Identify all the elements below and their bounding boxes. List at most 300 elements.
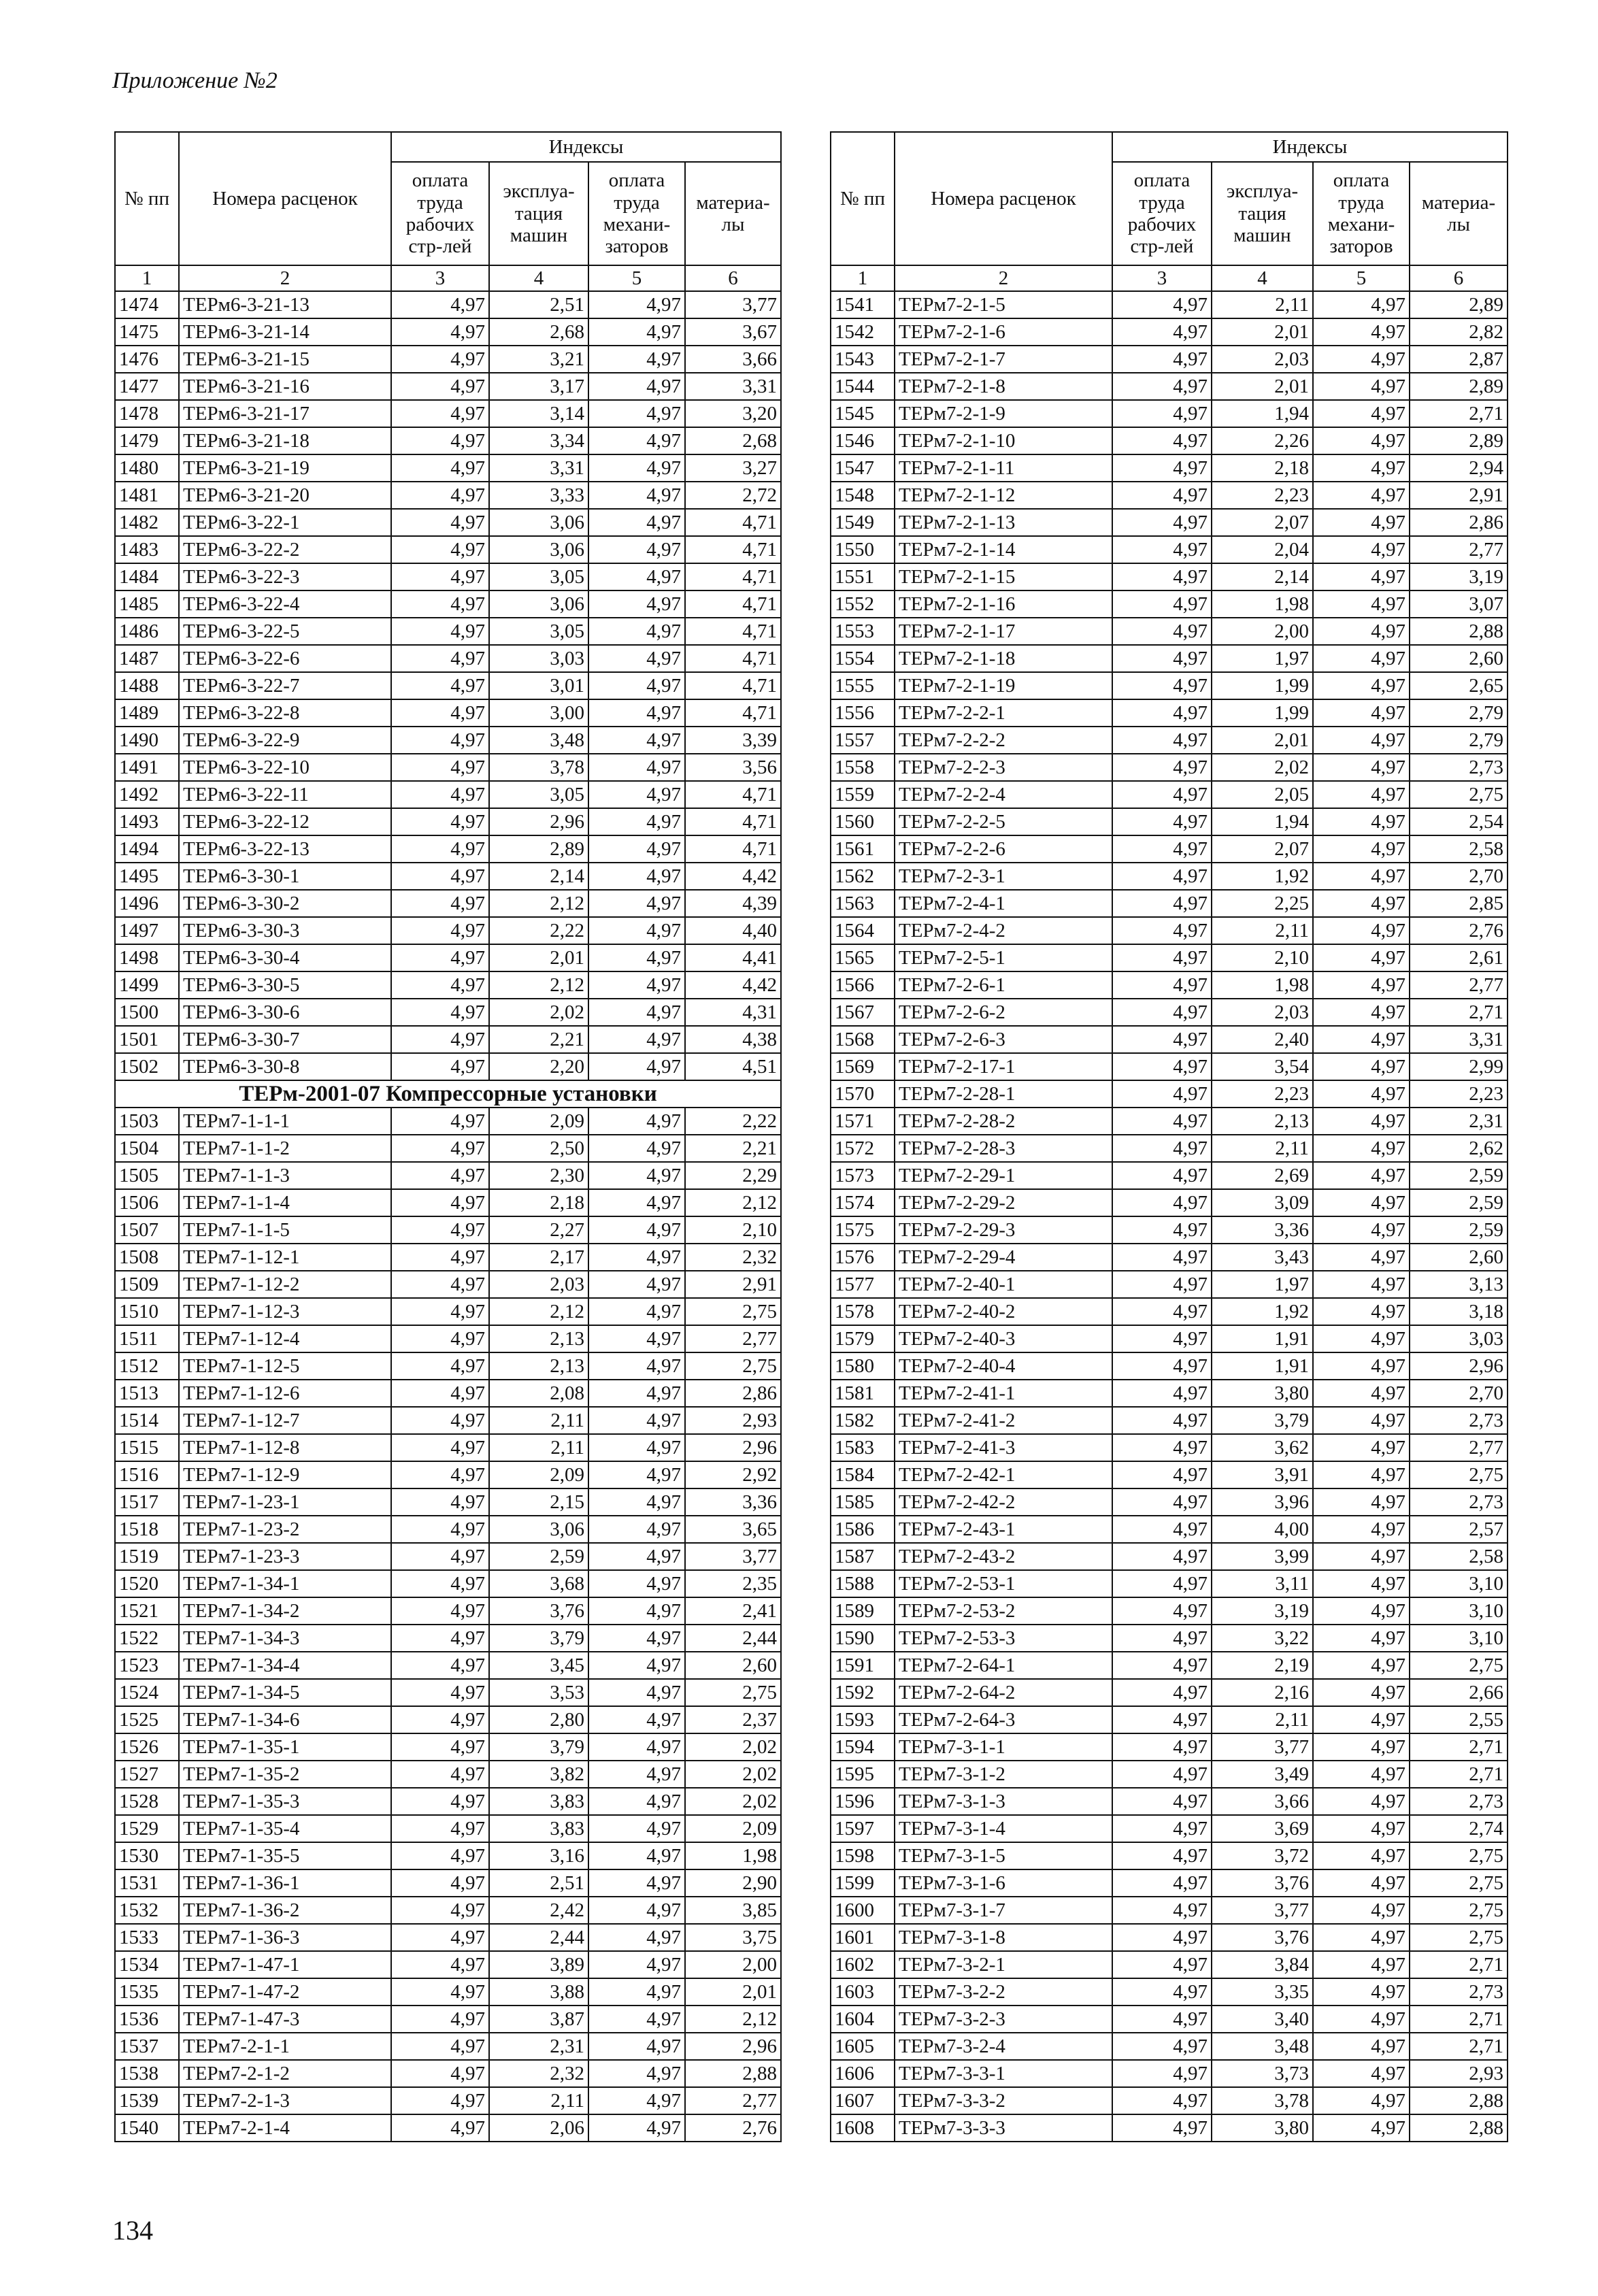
labor-pay-index: 4,97 — [391, 1488, 489, 1516]
row-number: 1556 — [831, 699, 895, 727]
rate-code: ТЕРм7-3-3-2 — [895, 2087, 1112, 2114]
labor-pay-index: 4,97 — [1112, 1516, 1212, 1543]
machine-operation-index: 3,77 — [1212, 1897, 1313, 1924]
row-number: 1544 — [831, 373, 895, 400]
operator-pay-index: 4,97 — [1313, 727, 1410, 754]
materials-index: 2,88 — [1410, 2114, 1508, 2142]
table-row — [831, 1108, 1508, 1135]
labor-pay-index: 4,97 — [391, 590, 489, 618]
labor-pay-index: 4,97 — [1112, 944, 1212, 971]
table-row — [831, 1815, 1508, 1842]
table-row — [115, 1352, 781, 1380]
operator-pay-index: 4,97 — [1313, 1761, 1410, 1788]
machine-operation-index: 3,05 — [489, 781, 588, 808]
materials-index: 2,37 — [685, 1706, 781, 1733]
operator-pay-index: 4,97 — [588, 1842, 685, 1869]
labor-pay-index: 4,97 — [391, 1679, 489, 1706]
rate-code: ТЕРм6-3-30-6 — [179, 999, 391, 1026]
machine-operation-index: 4,00 — [1212, 1516, 1313, 1543]
labor-pay-index: 4,97 — [391, 672, 489, 699]
rate-code: ТЕРм7-3-1-3 — [895, 1788, 1112, 1815]
table-row — [115, 1271, 781, 1298]
table-row — [115, 1189, 781, 1216]
table-row — [831, 944, 1508, 971]
row-number: 1564 — [831, 917, 895, 944]
labor-pay-index: 4,97 — [391, 781, 489, 808]
rate-code: ТЕРм7-3-1-8 — [895, 1924, 1112, 1951]
rate-code: ТЕРм7-2-29-2 — [895, 1189, 1112, 1216]
machine-operation-index: 3,79 — [489, 1733, 588, 1761]
row-number: 1602 — [831, 1951, 895, 1978]
labor-pay-index: 4,97 — [1112, 1053, 1212, 1080]
machine-operation-index: 2,14 — [489, 863, 588, 890]
labor-pay-index: 4,97 — [1112, 1788, 1212, 1815]
table-row — [831, 291, 1508, 318]
machine-operation-index: 2,02 — [1212, 754, 1313, 781]
labor-pay-index: 4,97 — [1112, 2114, 1212, 2142]
col-header-materials: материа-лы — [685, 162, 781, 265]
machine-operation-index: 3,66 — [1212, 1788, 1313, 1815]
materials-index: 3,36 — [685, 1488, 781, 1516]
labor-pay-index: 4,97 — [1112, 1108, 1212, 1135]
table-row — [115, 1380, 781, 1407]
labor-pay-index: 4,97 — [1112, 1189, 1212, 1216]
appendix-caption: Приложение №2 — [112, 68, 278, 93]
page-number: 134 — [112, 2215, 153, 2246]
column-number: 5 — [588, 265, 685, 291]
materials-index: 4,71 — [685, 509, 781, 536]
operator-pay-index: 4,97 — [588, 1298, 685, 1325]
table-row — [115, 781, 781, 808]
labor-pay-index: 4,97 — [1112, 727, 1212, 754]
operator-pay-index: 4,97 — [588, 781, 685, 808]
labor-pay-index: 4,97 — [1112, 1869, 1212, 1897]
operator-pay-index: 4,97 — [1313, 1924, 1410, 1951]
machine-operation-index: 1,97 — [1212, 1271, 1313, 1298]
row-number: 1594 — [831, 1733, 895, 1761]
row-number: 1595 — [831, 1761, 895, 1788]
table-row — [831, 1380, 1508, 1407]
table-row — [115, 944, 781, 971]
table-row — [831, 781, 1508, 808]
machine-operation-index: 2,51 — [489, 291, 588, 318]
row-number: 1519 — [115, 1543, 179, 1570]
rate-code: ТЕРм6-3-22-4 — [179, 590, 391, 618]
rate-code: ТЕРм7-2-53-1 — [895, 1570, 1112, 1597]
rate-code: ТЕРм6-3-22-5 — [179, 618, 391, 645]
row-number: 1536 — [115, 2006, 179, 2033]
table-row — [831, 509, 1508, 536]
operator-pay-index: 4,97 — [588, 1434, 685, 1461]
row-number: 1590 — [831, 1625, 895, 1652]
row-number: 1588 — [831, 1570, 895, 1597]
machine-operation-index: 2,40 — [1212, 1026, 1313, 1053]
operator-pay-index: 4,97 — [588, 1162, 685, 1189]
table-row — [115, 1325, 781, 1352]
operator-pay-index: 4,97 — [1313, 645, 1410, 672]
labor-pay-index: 4,97 — [1112, 1298, 1212, 1325]
labor-pay-index: 4,97 — [1112, 590, 1212, 618]
operator-pay-index: 4,97 — [588, 1407, 685, 1434]
row-number: 1571 — [831, 1108, 895, 1135]
table-row — [115, 1597, 781, 1625]
rate-code: ТЕРм7-2-1-15 — [895, 563, 1112, 590]
materials-index: 2,01 — [685, 1978, 781, 2006]
machine-operation-index: 3,40 — [1212, 2006, 1313, 2033]
row-number: 1548 — [831, 482, 895, 509]
rate-code: ТЕРм7-1-34-2 — [179, 1597, 391, 1625]
materials-index: 2,75 — [1410, 1461, 1508, 1488]
row-number: 1530 — [115, 1842, 179, 1869]
machine-operation-index: 3,76 — [1212, 1869, 1313, 1897]
column-number: 6 — [685, 265, 781, 291]
row-number: 1547 — [831, 454, 895, 482]
row-number: 1566 — [831, 971, 895, 999]
materials-index: 2,59 — [1410, 1162, 1508, 1189]
rate-code: ТЕРм7-2-1-12 — [895, 482, 1112, 509]
labor-pay-index: 4,97 — [1112, 1162, 1212, 1189]
row-number: 1582 — [831, 1407, 895, 1434]
row-number: 1550 — [831, 536, 895, 563]
materials-index: 4,40 — [685, 917, 781, 944]
row-number: 1563 — [831, 890, 895, 917]
materials-index: 2,75 — [685, 1352, 781, 1380]
rate-code: ТЕРм7-1-23-1 — [179, 1488, 391, 1516]
materials-index: 3,19 — [1410, 563, 1508, 590]
col-header-machine-operation: эксплуа-тация машин — [489, 162, 588, 265]
materials-index: 2,72 — [685, 482, 781, 509]
row-number: 1605 — [831, 2033, 895, 2060]
rate-code: ТЕРм6-3-22-2 — [179, 536, 391, 563]
machine-operation-index: 2,12 — [489, 1298, 588, 1325]
rate-code: ТЕРм7-2-2-2 — [895, 727, 1112, 754]
row-number: 1561 — [831, 835, 895, 863]
rate-code: ТЕРм7-2-1-17 — [895, 618, 1112, 645]
materials-index: 2,10 — [685, 1216, 781, 1244]
labor-pay-index: 4,97 — [391, 1026, 489, 1053]
left-rows-b — [115, 1108, 781, 2142]
rate-code: ТЕРм7-2-3-1 — [895, 863, 1112, 890]
machine-operation-index: 2,13 — [489, 1325, 588, 1352]
rate-code: ТЕРм7-1-34-5 — [179, 1679, 391, 1706]
rate-code: ТЕРм7-2-42-2 — [895, 1488, 1112, 1516]
machine-operation-index: 3,88 — [489, 1978, 588, 2006]
table-row — [115, 563, 781, 590]
labor-pay-index: 4,97 — [391, 2114, 489, 2142]
col-header-machine-operation: эксплуа-тация машин — [1212, 162, 1313, 265]
materials-index: 4,71 — [685, 835, 781, 863]
table-row — [115, 1869, 781, 1897]
table-row — [115, 1162, 781, 1189]
table-row — [115, 1026, 781, 1053]
materials-index: 2,91 — [685, 1271, 781, 1298]
table-row — [831, 454, 1508, 482]
row-number: 1514 — [115, 1407, 179, 1434]
labor-pay-index: 4,97 — [391, 971, 489, 999]
machine-operation-index: 2,10 — [1212, 944, 1313, 971]
table-row — [831, 1271, 1508, 1298]
machine-operation-index: 2,20 — [489, 1053, 588, 1080]
rate-code: ТЕРм7-3-1-7 — [895, 1897, 1112, 1924]
rate-code: ТЕРм6-3-21-15 — [179, 346, 391, 373]
row-number: 1540 — [115, 2114, 179, 2142]
rate-code: ТЕРм7-2-41-2 — [895, 1407, 1112, 1434]
row-number: 1545 — [831, 400, 895, 427]
row-number: 1562 — [831, 863, 895, 890]
labor-pay-index: 4,97 — [391, 999, 489, 1026]
table-row — [831, 890, 1508, 917]
machine-operation-index: 3,96 — [1212, 1488, 1313, 1516]
machine-operation-index: 3,05 — [489, 563, 588, 590]
materials-index: 2,71 — [1410, 999, 1508, 1026]
rate-code: ТЕРм7-1-35-2 — [179, 1761, 391, 1788]
table-row — [831, 1652, 1508, 1679]
rate-code: ТЕРм7-1-47-1 — [179, 1951, 391, 1978]
labor-pay-index: 4,97 — [391, 1461, 489, 1488]
col-header-operator-pay: оплата труда механи-заторов — [1313, 162, 1410, 265]
machine-operation-index: 2,01 — [1212, 727, 1313, 754]
row-number: 1552 — [831, 590, 895, 618]
rate-code: ТЕРм7-2-1-10 — [895, 427, 1112, 454]
operator-pay-index: 4,97 — [588, 727, 685, 754]
rate-code: ТЕРм7-3-1-1 — [895, 1733, 1112, 1761]
labor-pay-index: 4,97 — [1112, 1761, 1212, 1788]
labor-pay-index: 4,97 — [1112, 863, 1212, 890]
rate-code: ТЕРм7-2-1-2 — [179, 2060, 391, 2087]
machine-operation-index: 2,04 — [1212, 536, 1313, 563]
table-row — [115, 999, 781, 1026]
rate-code: ТЕРм7-1-12-8 — [179, 1434, 391, 1461]
table-row — [831, 835, 1508, 863]
rate-code: ТЕРм7-2-5-1 — [895, 944, 1112, 971]
table-row — [115, 373, 781, 400]
operator-pay-index: 4,97 — [1313, 890, 1410, 917]
operator-pay-index: 4,97 — [1313, 1407, 1410, 1434]
table-row — [115, 536, 781, 563]
materials-index: 2,66 — [1410, 1679, 1508, 1706]
machine-operation-index: 3,17 — [489, 373, 588, 400]
rate-code: ТЕРм7-1-12-5 — [179, 1352, 391, 1380]
operator-pay-index: 4,97 — [588, 1597, 685, 1625]
operator-pay-index: 4,97 — [588, 835, 685, 863]
rate-code: ТЕРм6-3-21-18 — [179, 427, 391, 454]
labor-pay-index: 4,97 — [391, 699, 489, 727]
rate-code: ТЕРм6-3-22-8 — [179, 699, 391, 727]
materials-index: 4,42 — [685, 863, 781, 890]
materials-index: 3,56 — [685, 754, 781, 781]
labor-pay-index: 4,97 — [1112, 1978, 1212, 2006]
labor-pay-index: 4,97 — [391, 1434, 489, 1461]
row-number: 1597 — [831, 1815, 895, 1842]
machine-operation-index: 2,80 — [489, 1706, 588, 1733]
table-row — [831, 727, 1508, 754]
row-number: 1535 — [115, 1978, 179, 2006]
row-number: 1583 — [831, 1434, 895, 1461]
table-row — [831, 2087, 1508, 2114]
row-number: 1555 — [831, 672, 895, 699]
labor-pay-index: 4,97 — [391, 2087, 489, 2114]
row-number: 1506 — [115, 1189, 179, 1216]
labor-pay-index: 4,97 — [1112, 2060, 1212, 2087]
materials-index: 3,10 — [1410, 1597, 1508, 1625]
rate-code: ТЕРм7-2-2-3 — [895, 754, 1112, 781]
materials-index: 2,70 — [1410, 863, 1508, 890]
labor-pay-index: 4,97 — [1112, 1325, 1212, 1352]
table-row — [115, 1570, 781, 1597]
labor-pay-index: 4,97 — [1112, 699, 1212, 727]
labor-pay-index: 4,97 — [1112, 1815, 1212, 1842]
rate-code: ТЕРм7-2-1-7 — [895, 346, 1112, 373]
table-row — [115, 2060, 781, 2087]
machine-operation-index: 2,00 — [1212, 618, 1313, 645]
materials-index: 2,70 — [1410, 1380, 1508, 1407]
rate-code: ТЕРм7-2-40-1 — [895, 1271, 1112, 1298]
row-number: 1474 — [115, 291, 179, 318]
materials-index: 2,71 — [1410, 1951, 1508, 1978]
row-number: 1593 — [831, 1706, 895, 1733]
row-number: 1491 — [115, 754, 179, 781]
operator-pay-index: 4,97 — [1313, 808, 1410, 835]
rate-code: ТЕРм7-1-35-1 — [179, 1733, 391, 1761]
machine-operation-index: 2,19 — [1212, 1652, 1313, 1679]
table-row — [115, 1516, 781, 1543]
labor-pay-index: 4,97 — [391, 754, 489, 781]
row-number: 1587 — [831, 1543, 895, 1570]
operator-pay-index: 4,97 — [588, 1625, 685, 1652]
materials-index: 2,02 — [685, 1733, 781, 1761]
table-row — [831, 536, 1508, 563]
row-number: 1497 — [115, 917, 179, 944]
materials-index: 2,68 — [685, 427, 781, 454]
materials-index: 2,41 — [685, 1597, 781, 1625]
rate-code: ТЕРм7-3-2-3 — [895, 2006, 1112, 2033]
materials-index: 2,71 — [1410, 1733, 1508, 1761]
machine-operation-index: 2,59 — [489, 1543, 588, 1570]
operator-pay-index: 4,97 — [1313, 1108, 1410, 1135]
materials-index: 2,99 — [1410, 1053, 1508, 1080]
operator-pay-index: 4,97 — [588, 1461, 685, 1488]
machine-operation-index: 3,72 — [1212, 1842, 1313, 1869]
row-number: 1569 — [831, 1053, 895, 1080]
machine-operation-index: 2,89 — [489, 835, 588, 863]
row-number: 1520 — [115, 1570, 179, 1597]
rate-code: ТЕРм7-1-34-1 — [179, 1570, 391, 1597]
machine-operation-index: 1,94 — [1212, 808, 1313, 835]
table-row — [115, 318, 781, 346]
materials-index: 2,71 — [1410, 1761, 1508, 1788]
section-title: ТЕРм-2001-07 Компрессорные установки — [115, 1080, 781, 1108]
row-number: 1598 — [831, 1842, 895, 1869]
operator-pay-index: 4,97 — [588, 917, 685, 944]
col-header-num: № пп — [831, 132, 895, 265]
operator-pay-index: 4,97 — [588, 1216, 685, 1244]
rate-code: ТЕРм7-1-36-1 — [179, 1869, 391, 1897]
rate-code: ТЕРм7-1-35-4 — [179, 1815, 391, 1842]
labor-pay-index: 4,97 — [1112, 835, 1212, 863]
rate-code: ТЕРм6-3-21-16 — [179, 373, 391, 400]
table-row — [831, 672, 1508, 699]
machine-operation-index: 3,06 — [489, 509, 588, 536]
labor-pay-index: 4,97 — [391, 1298, 489, 1325]
machine-operation-index: 3,76 — [1212, 1924, 1313, 1951]
materials-index: 2,75 — [1410, 1897, 1508, 1924]
materials-index: 2,21 — [685, 1135, 781, 1162]
materials-index: 2,88 — [685, 2060, 781, 2087]
operator-pay-index: 4,97 — [588, 2033, 685, 2060]
labor-pay-index: 4,97 — [391, 1924, 489, 1951]
labor-pay-index: 4,97 — [1112, 1407, 1212, 1434]
materials-index: 2,79 — [1410, 699, 1508, 727]
row-number: 1589 — [831, 1597, 895, 1625]
row-number: 1513 — [115, 1380, 179, 1407]
col-header-num: № пп — [115, 132, 179, 265]
materials-index: 2,88 — [1410, 618, 1508, 645]
labor-pay-index: 4,97 — [391, 1597, 489, 1625]
rate-code: ТЕРм7-3-1-2 — [895, 1761, 1112, 1788]
operator-pay-index: 4,97 — [588, 1488, 685, 1516]
machine-operation-index: 3,48 — [1212, 2033, 1313, 2060]
labor-pay-index: 4,97 — [391, 1162, 489, 1189]
row-number: 1586 — [831, 1516, 895, 1543]
table-row — [115, 835, 781, 863]
labor-pay-index: 4,97 — [391, 1897, 489, 1924]
table-row — [831, 1761, 1508, 1788]
operator-pay-index: 4,97 — [1313, 1978, 1410, 2006]
table-row — [115, 1488, 781, 1516]
operator-pay-index: 4,97 — [588, 618, 685, 645]
machine-operation-index: 3,78 — [489, 754, 588, 781]
row-number: 1532 — [115, 1897, 179, 1924]
machine-operation-index: 3,05 — [489, 618, 588, 645]
row-number: 1515 — [115, 1434, 179, 1461]
row-number: 1572 — [831, 1135, 895, 1162]
row-number: 1518 — [115, 1516, 179, 1543]
machine-operation-index: 3,49 — [1212, 1761, 1313, 1788]
machine-operation-index: 2,32 — [489, 2060, 588, 2087]
col-header-code: Номера расценок — [895, 132, 1112, 265]
operator-pay-index: 4,97 — [1313, 291, 1410, 318]
labor-pay-index: 4,97 — [391, 1380, 489, 1407]
column-number: 4 — [489, 265, 588, 291]
machine-operation-index: 3,68 — [489, 1570, 588, 1597]
operator-pay-index: 4,97 — [588, 1189, 685, 1216]
rate-code: ТЕРм7-2-6-3 — [895, 1026, 1112, 1053]
operator-pay-index: 4,97 — [588, 754, 685, 781]
machine-operation-index: 2,07 — [1212, 835, 1313, 863]
operator-pay-index: 4,97 — [588, 346, 685, 373]
rate-code: ТЕРм7-3-3-1 — [895, 2060, 1112, 2087]
table-row — [115, 1053, 781, 1080]
column-number: 2 — [179, 265, 391, 291]
labor-pay-index: 4,97 — [391, 1108, 489, 1135]
table-row — [831, 346, 1508, 373]
col-header-labor-pay: оплата труда рабочих стр-лей — [1112, 162, 1212, 265]
operator-pay-index: 4,97 — [1313, 1815, 1410, 1842]
materials-index: 4,71 — [685, 563, 781, 590]
rate-code: ТЕРм7-1-47-2 — [179, 1978, 391, 2006]
materials-index: 4,39 — [685, 890, 781, 917]
row-number: 1526 — [115, 1733, 179, 1761]
labor-pay-index: 4,97 — [1112, 1271, 1212, 1298]
labor-pay-index: 4,97 — [391, 917, 489, 944]
labor-pay-index: 4,97 — [1112, 509, 1212, 536]
row-number: 1481 — [115, 482, 179, 509]
col-header-operator-pay: оплата труда механи-заторов — [588, 162, 685, 265]
rate-code: ТЕРм7-2-28-1 — [895, 1080, 1112, 1108]
table-row — [115, 400, 781, 427]
row-number: 1510 — [115, 1298, 179, 1325]
table-row — [831, 863, 1508, 890]
